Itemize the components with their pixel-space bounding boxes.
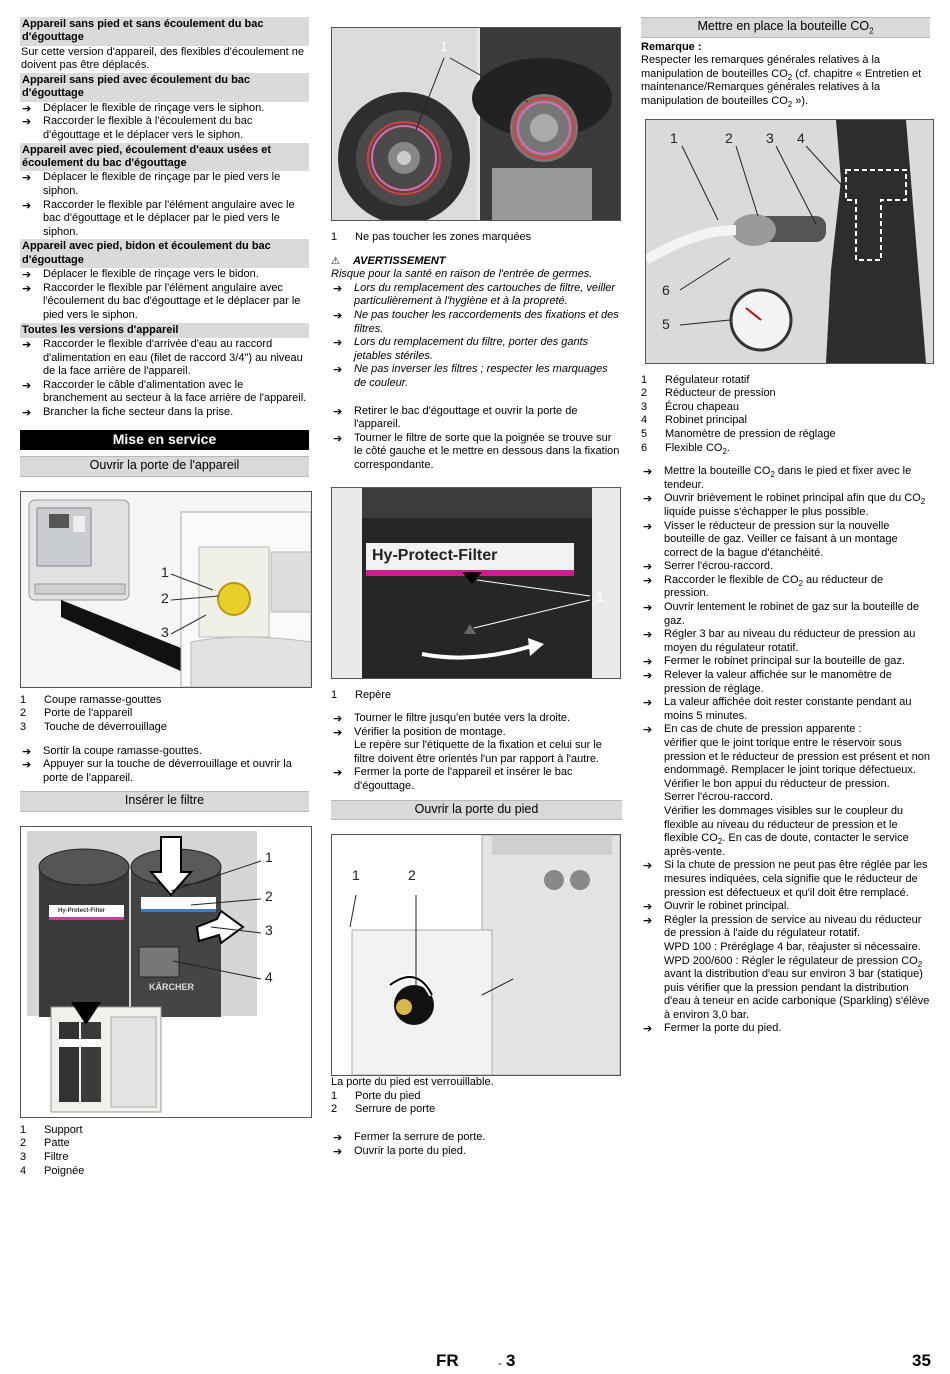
legend-number: 5 [641,427,648,440]
list-item: ➔ Lors du remplacement des cartouches de filtre, veiller particulièrement à l'hygiène et à la propreté. [331,282,622,309]
step-text: Vérifier la position de montage. [354,725,506,738]
step-note: Vérifier le bon appui du réducteur de pression. [664,777,890,790]
list-item: ➔ Ouvrir le robinet principal. [641,900,930,914]
figure-callout: 4 [797,129,805,146]
legend-number: 2 [331,1103,338,1116]
section-title: Ouvrir la porte du pied [331,800,622,821]
legend-number: 6 [641,441,648,454]
step-text: Régler la pression de service au niveau du réducteur de pression à l'aide du régulateur rotatif. [664,913,922,940]
figure-legend [331,1090,435,1117]
list-item: ➔ Déplacer le flexible de rinçage vers le siphon. [20,102,309,116]
legend-text: Porte de l'appareil [44,707,133,720]
section-title: Ouvrir la porte de l'appareil [20,456,309,477]
warning-block [331,255,622,391]
figure-device-door [20,491,312,688]
figure-insert-filter [20,826,312,1118]
legend-number: 2 [20,707,27,720]
list-item: ➔ Appuyer sur la touche de déverrouillage et ouvrir la porte de l'appareil. [20,758,309,785]
list-item: ➔ Ouvrir lentement le robinet de gaz sur la bouteille de gaz. [641,601,930,628]
step-note: Le repère sur l'étiquette de la fixation et celui sur le filtre doivent être orientés l'un par rapport à l'autre. [354,739,602,765]
figure-foot-door [331,834,621,1076]
column-2 [331,27,622,1158]
list-item: ➔ Ouvrir la porte du pied. [331,1145,622,1159]
section-title [641,17,930,38]
section-title: Appareil sans pied et sans écoulement du bac d'égouttage [20,17,309,46]
legend-number: 2 [20,1137,27,1150]
page-number: 35 [912,1351,931,1370]
legend-text: Patte [44,1137,70,1150]
legend-text: Manomètre de pression de réglage [665,427,836,440]
brand-label: KÄRCHER [149,981,194,992]
step-list [331,405,622,473]
step-list [641,465,930,1036]
figure-callout: 1 [596,587,604,604]
legend-text: Filtre [44,1151,69,1164]
list-item: ➔ Tourner le filtre jusqu'en butée vers la droite. [331,712,622,726]
list-item: ➔ Déplacer le flexible de rinçage vers le bidon. [20,268,309,282]
note-text: Respecter les remarques générales relatives à la manipulation de bouteilles $CO_2$ (cf. chapitre « Entretien et maintenance/Remarques générales relatives à la manipulation de bouteilles $CO_2$ »). [641,54,922,110]
section-title: Appareil avec pied, écoulement d'eaux usées et écoulement du bac d'égouttage [20,143,309,172]
note-title: Remarque : [641,40,702,53]
list-item: ➔ Sortir la coupe ramasse-gouttes. [20,745,309,759]
legend-number: 3 [641,400,648,413]
legend-text: Touche de déverrouillage [44,720,167,733]
legend-number: 4 [641,414,648,427]
legend-text: Serrure de porte [355,1103,436,1116]
legend-text: Flexible $CO_2$. [665,441,730,456]
list-item: ➔ Mettre la bouteille $CO_2$ dans le pied et fixer avec le tendeur. [641,465,930,492]
filter-label: Hy-Protect-Filter [58,907,106,914]
legend-number: 3 [20,720,27,733]
figure-callout: 3 [766,129,774,146]
legend-number: 1 [331,1089,338,1102]
figure-callout: 1 [161,563,169,580]
list-item: ➔ Tourner le filtre de sorte que la poignée se trouve sur le côté gauche et le mettre en dessous dans la fixation correspondante. [331,432,622,473]
legend-text: Porte du pied [355,1089,421,1102]
legend-text: Poignée [44,1164,85,1177]
footer-dash: - [498,1358,502,1370]
step-list [20,745,309,786]
legend-text: Réducteur de pression [665,387,776,400]
list-item: ➔ Visser le réducteur de pression sur la nouvelle bouteille de gaz. Veiller ce faisant à un montage correct de la bague d'étanchéité. [641,520,930,561]
legend-number: 3 [20,1151,27,1164]
legend-number: 1 [331,231,338,243]
list-item: ➔ Ne pas inverser les filtres ; respecter les marquages de couleur. [331,363,622,390]
step-note: WPD 100 : Préréglage 4 bar, réajuster si nécessaire. [664,940,921,953]
legend-number: 1 [20,1123,27,1136]
step-list [20,268,309,322]
filter-mark-photo [332,488,620,678]
list-item [641,723,930,859]
legend-text-part: Flexible CO [665,441,723,454]
warning-list [331,282,622,391]
figure-legend [20,694,167,735]
step-list [331,712,622,794]
section-title: Toutes les versions d'appareil [20,323,309,338]
figure-callout: 2 [408,867,416,884]
list-item: ➔ Raccorder le flexible par l'élément angulaire avec le bac d'égouttage et le déplacer par le pied vers le siphon. [20,199,309,240]
list-item: ➔ Déplacer le flexible de rinçage par le pied vers le siphon. [20,171,309,198]
step-text: En cas de chute de pression apparente : [664,723,862,736]
list-item: ➔ Fermer la porte du pied. [641,1022,930,1036]
warning-title: AVERTISSEMENT [353,254,446,267]
warning-heading [331,255,622,269]
figure-callout: 1 [670,129,678,146]
figure-callout: 1 [440,38,448,54]
marked-zones-photo [332,28,620,220]
list-item: ➔ Fermer la porte de l'appareil et insérer le bac d'égouttage. [331,766,622,793]
column-3 [641,17,930,1036]
list-item: ➔ Retirer le bac d'égouttage et ouvrir la porte de l'appareil. [331,405,622,432]
list-item: ➔ Relever la valeur affichée sur le manomètre de pression de réglage. [641,669,930,696]
figure-callout: 4 [265,968,273,985]
legend-text: Régulateur rotatif [665,373,750,386]
section-text: Sur cette version d'appareil, des flexibles d'écoulement ne doivent pas être déplacés. [21,45,305,72]
step-note: WPD 200/600 : Régler le régulateur de pression $CO_2$ avant la distribution d'eau sur environ 3 bar (statique) puis vérifier que la pression pendant la distribution d'eau à teneur en acide carbonique (Sparkling) s'élève à environ 3,0 bar. [664,954,930,1021]
footer-language: FR [436,1351,459,1370]
list-item: ➔ Raccorder le flexible par l'élément angulaire avec l'écoulement du bac d'égouttage et le déplacer par le pied vers le siphon. [20,282,309,323]
foot-door-illustration [332,835,620,1075]
foot-text: La porte du pied est verrouillable. [331,1076,494,1089]
figure-callout: 5 [662,315,670,332]
legend-text: Support [44,1123,83,1136]
legend-text: Écrou chapeau [665,400,739,413]
step-list [20,171,309,239]
list-item: ➔ Raccorder le flexible d'arrivée d'eau au raccord d'alimentation en eau (filet de raccord 3/4") au niveau de la face arrière de l'appareil. [20,338,309,379]
list-item: ➔ Serrer l'écrou-raccord. [641,560,930,574]
warning-text: Risque pour la santé en raison de l'entrée de germes. [331,268,593,281]
legend-number: 1 [20,693,27,706]
list-item: ➔ Raccorder le flexible à l'écoulement du bac d'égouttage et le déplacer vers le siphon. [20,115,309,142]
legend-number: 2 [641,387,648,400]
legend-text: Ne pas toucher les zones marquées [355,231,532,243]
list-item: ➔ La valeur affichée doit rester constante pendant au moins 5 minutes. [641,696,930,723]
figure-filter-mark [331,487,621,679]
section-title: Appareil sans pied avec écoulement du bac d'égouttage [20,73,309,102]
list-item: ➔ Fermer la serrure de porte. [331,1131,622,1145]
chapter-title: Mise en service [20,430,309,451]
list-item [641,914,930,1023]
list-item: ➔ Ne pas toucher les raccordements des fixations et des filtres. [331,309,622,336]
warning-icon: ⚠ [331,255,340,267]
legend-text: Coupe ramasse-gouttes [44,693,162,706]
step-note: Vérifier les dommages visibles sur le coupleur du flexible au niveau du réducteur de pression et le flexible $CO_2$. En cas de doute, contacter le service après-vente. [664,804,909,858]
figure-marked-zones [331,27,621,221]
legend-text: Repère [355,688,392,701]
figure-legend [331,689,391,703]
co2-bottle-photo [646,120,933,363]
legend-number: 1 [331,688,338,701]
figure-callout: 6 [662,281,670,298]
column-1 [20,17,309,1178]
list-item: ➔ Lors du remplacement du filtre, porter des gants jetables stériles. [331,336,622,363]
legend-text: Robinet principal [665,414,747,427]
section-title: Appareil avec pied, bidon et écoulement du bac d'égouttage [20,239,309,268]
figure-co2-bottle [645,119,934,364]
step-list [20,102,309,143]
figure-callout: 1 [265,848,273,865]
figure-legend [20,1124,84,1178]
list-item: ➔ Raccorder le câble d'alimentation avec le branchement au secteur à la face arrière de l'appareil. [20,379,309,406]
list-item [331,726,622,767]
title-subscript: 2 [869,26,874,36]
figure-callout: 3 [161,623,169,640]
list-item: ➔ Raccorder le flexible de $CO_2$ au réducteur de pression. [641,574,930,601]
step-list [331,1131,622,1158]
title-text: Mettre en place la bouteille CO [697,19,870,33]
section-title: Insérer le filtre [20,791,309,812]
figure-callout: 3 [265,921,273,938]
list-item: ➔ Ouvrir brièvement le robinet principal afin que du $CO_2$ liquide puisse s'échapper le plus possible. [641,492,930,519]
step-list [20,338,309,420]
figure-callout: 1 [352,867,360,884]
figure-legend [641,374,836,456]
list-item: ➔ Si la chute de pression ne peut pas être réglée par les mesures indiquées, cela signifie que le réducteur de pression est défectueux et qu'il doit être remplacé. [641,859,930,900]
list-item: ➔ Régler 3 bar au niveau du réducteur de pression au moyen du régulateur rotatif. [641,628,930,655]
legend-number: 4 [20,1164,27,1177]
filter-label: Hy-Protect-Filter [372,546,498,564]
figure-callout: 2 [161,589,169,606]
figure-callout: 2 [265,887,273,904]
legend-number: 1 [641,373,648,386]
figure-legend [331,231,531,245]
figure-callout: 2 [725,129,733,146]
footer-section: 3 [506,1351,516,1370]
step-note: Serrer l'écrou-raccord. [664,791,774,804]
list-item: ➔ Brancher la fiche secteur dans la prise. [20,406,309,420]
list-item: ➔ Fermer le robinet principal sur la bouteille de gaz. [641,655,930,669]
step-note: vérifier que le joint torique entre le réservoir sous pression et le réducteur de pression est présent et non endommagé. Remplacer le joint torique défectueux. [664,737,930,777]
